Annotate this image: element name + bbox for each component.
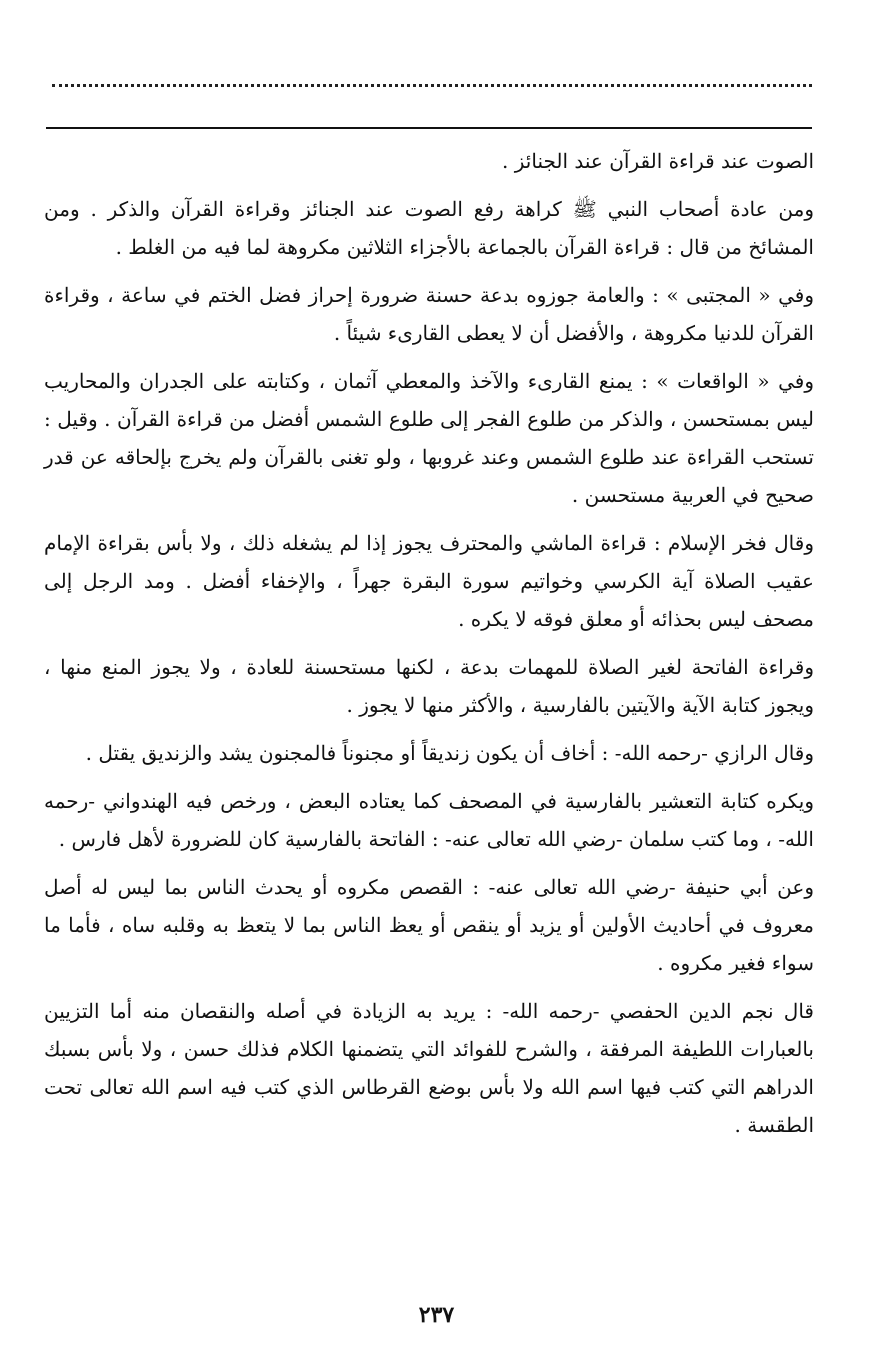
body-text: [44, 142, 814, 1154]
paragraph: وفي « المجتبى » : والعامة جوزوه بدعة حسنة ضرورة إحراز فضل الختم في ساعة ، وقراءة القرآن للدنيا مكروهة ، والأفضل أن لا يعطى القارىء شيئاً .: [44, 283, 814, 345]
paragraph: وعن أبي حنيفة -رضي الله تعالى عنه- : القصص مكروه أو يحدث الناس بما ليس له أصل معروف في أحاديث الأولين أو يزيد أو ينقص أو يعظ الناس بما لا يتعظ به وقلبه ساه ، فأما ما سواء فغير مكروه .: [44, 875, 814, 975]
paragraph: وقال فخر الإسلام : قراءة الماشي والمحترف يجوز إذا لم يشغله ذلك ، ولا بأس بقراءة الإمام عقيب الصلاة آية الكرسي وخواتيم سورة البقرة جهراً ، والإخفاء أفضل . ومد الرجل إلى مصحف ليس بحذائه أو معلق فوقه لا يكره .: [44, 531, 814, 631]
paragraph: وقراءة الفاتحة لغير الصلاة للمهمات بدعة ، لكنها مستحسنة للعادة ، ولا يجوز المنع منها ، ويجوز كتابة الآية والآيتين بالفارسية ، والأكثر منها لا يجوز .: [44, 655, 814, 717]
paragraph: قال نجم الدين الحفصي -رحمه الله- : يريد به الزيادة في أصله والنقصان منه أما التزيين بالعبارات اللطيفة المرفقة ، والشرح للفوائد التي يتضمنها الكلام فذلك حسن ، ولا بأس بسبك الدراهم التي كتب فيها اسم الله ولا بأس بوضع القرطاس الذي كتب فيه اسم الله تعالى تحت الطقسة .: [44, 999, 814, 1137]
paragraph: الصوت عند قراءة القرآن عند الجنائز .: [502, 149, 814, 173]
header-dotted-line: [52, 84, 812, 87]
paragraph: ومن عادة أصحاب النبي ﷺ كراهة رفع الصوت عند الجنائز وقراءة القرآن والذكر . ومن المشائخ من قال : قراءة القرآن بالجماعة بالأجزاء الثلاثين مكروهة لما فيه من الغلط .: [44, 197, 814, 259]
page-number: ٢٣٧: [418, 1302, 455, 1328]
paragraph: وقال الرازي -رحمه الله- : أخاف أن يكون زنديقاً أو مجنوناً فالمجنون يشد والزنديق يقتل .: [85, 741, 814, 765]
paragraph: وفي « الواقعات » : يمنع القارىء والآخذ والمعطي آثمان ، وكتابته على الجدران والمحاريب ليس بمستحسن ، والذكر من طلوع الفجر إلى طلوع الشمس أفضل من قراءة القرآن . وقيل : تستحب القراءة عند طلوع الشمس وعند غروبها ، ولو تغنى بالقرآن ولم يخرج بإلحاقه عن قدر صحيح في العربية مستحسن .: [44, 369, 814, 507]
paragraph: ويكره كتابة التعشير بالفارسية في المصحف كما يعتاده البعض ، ورخص فيه الهندواني -رحمه الله- ، وما كتب سلمان -رضي الله تعالى عنه- : الفاتحة بالفارسية كان للضرورة لأهل فارس .: [44, 789, 814, 851]
header-rule: [46, 127, 812, 129]
